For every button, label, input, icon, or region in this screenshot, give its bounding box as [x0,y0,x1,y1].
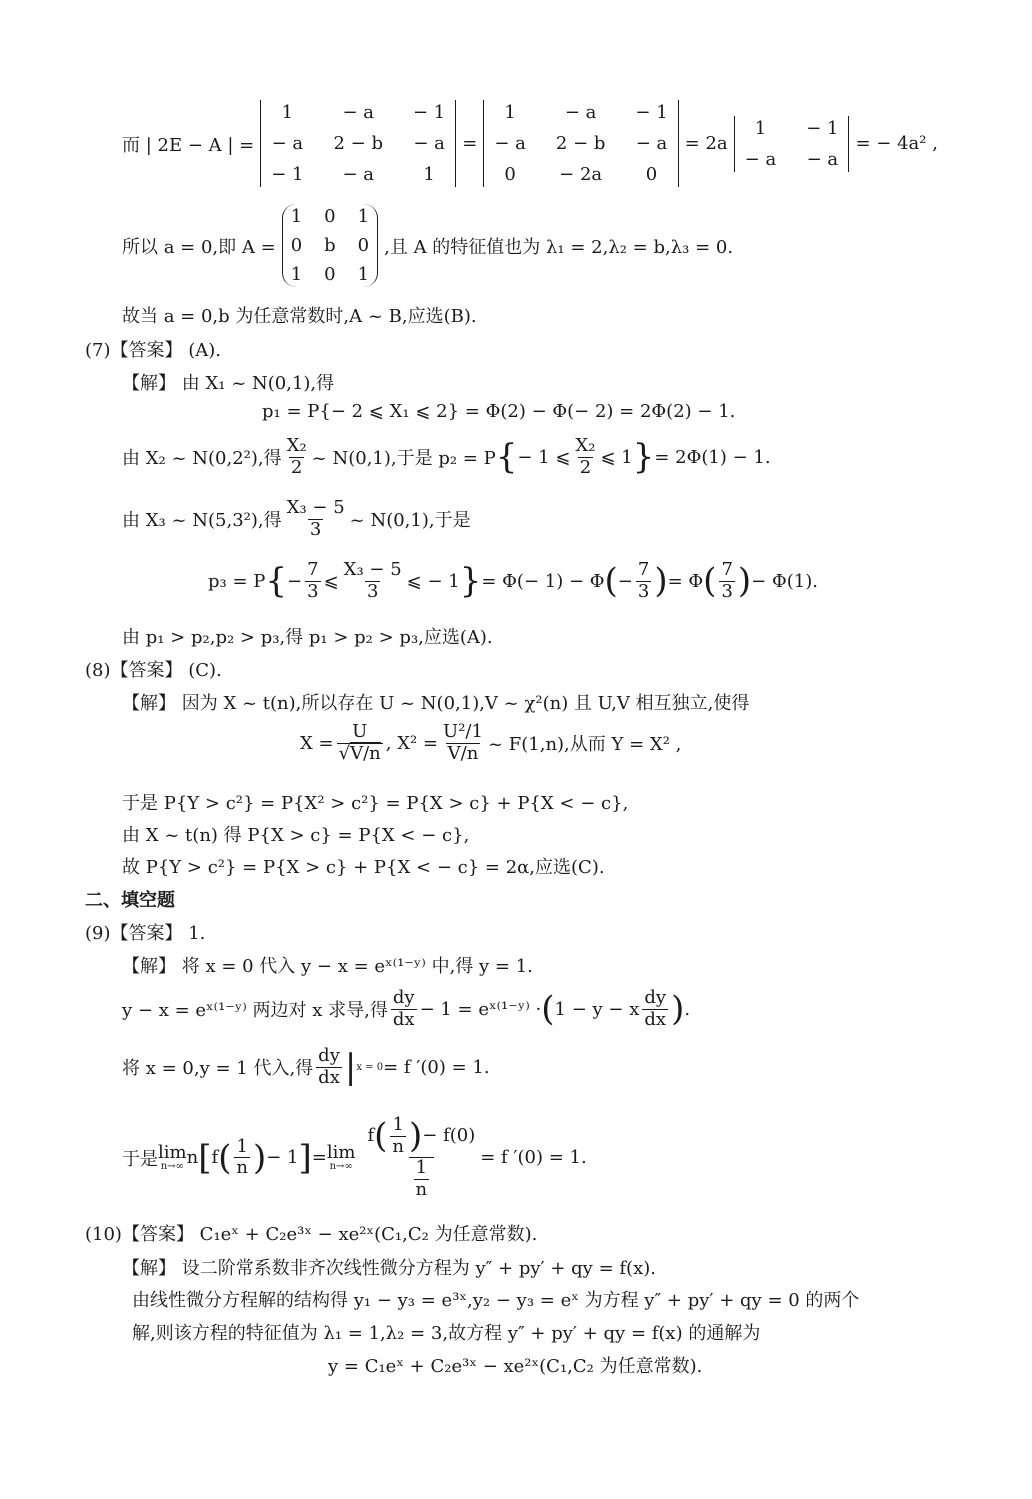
solution-line: 【解】 设二阶常系数非齐次线性微分方程为 y″ + py′ + qy = f(x). [122,1258,656,1279]
equation-line: 由 X₂ ~ N(0,2²),得 $\frac{\text{X₂}}{2}$ ~ N(0,1),于是 p₂ = P { − 1 ⩽ $\frac{\text{X₂}}{2}$ ⩽ 1 } = 2Φ(1) − 1. [122,435,771,478]
equation-line: 由 X₃ ~ N(5,3²),得 $\frac{\text{X₃ − 5}}{3}$ ~ N(0,1),于是 [122,497,471,540]
answer-7: (7)【答案】 (A). [85,340,221,361]
text: ,且 A 的特征值也为 λ₁ = 2,λ₂ = b,λ₃ = 0. [384,236,734,258]
section-heading: 二、填空题 [85,890,175,911]
solution-line: 由线性微分方程解的结构得 y₁ − y₃ = e³ˣ,y₂ − y₃ = eˣ 为方程 y″ + py′ + qy = 0 的两个 [132,1290,860,1311]
conclusion: 故 P{Y > c²} = P{X > c} + P{X < − c} = 2α,应选(C). [122,857,605,878]
conclusion: 故当 a = 0,b 为任意常数时,A ~ B,应选(B). [122,306,477,327]
equation-line: p₃ = P { − $\frac{7}{3}$ ⩽ $\frac{\text{X₃ − 5}}{3}$ ⩽ − 1 } = Φ(− 1) − Φ ( − $\frac{7}{3}$ ) = Φ ( $\frac{7}{3}$ ) − Φ(1). [208,559,818,602]
matrix-line [122,204,733,287]
text: 所以 a = 0,即 A = [122,236,276,258]
equation-line: X = $\frac{U}{√V/n}$ , X² = $\frac{\text{U²/1}}{V/n}$ ~ F(1,n),从而 Y = X² , [300,721,682,764]
answer-10: (10)【答案】 C₁eˣ + C₂e³ˣ − xe²ˣ(C₁,C₂ 为任意常数). [85,1224,538,1245]
answer-8: (8)【答案】 (C). [85,660,222,681]
solution-line: 【解】 由 X₁ ~ N(0,1),得 [122,373,335,394]
text: = 2a [684,133,728,154]
text: = − 4a² , [855,133,938,154]
determinant-line [122,100,938,187]
limit-equation: 于是 lim n→∞ n [ f ( $\frac{1}{n}$ ) − 1 ] = lim n→∞ f ( $\frac{1}{n}$ ) − f(0) $\frac{1}{n}$ = f ′(0) = 1. [122,1114,587,1201]
determinant-1: 1 − a − 1 − a 2 − b − a − 1 − a 1 [260,100,456,187]
equation-line: 于是 P{Y > c²} = P{X² > c²} = P{X > c} + P{X < − c}, [122,793,629,814]
equation-line: 由 X ~ t(n) 得 P{X > c} = P{X < − c}, [122,825,470,846]
solution-line: 【解】 因为 X ~ t(n),所以存在 U ~ N(0,1),V ~ χ²(n) 且 U,V 相互独立,使得 [122,693,750,714]
solution-line: 【解】 将 x = 0 代入 y − x = eˣ⁽¹⁻ʸ⁾ 中,得 y = 1. [122,956,533,977]
answer-9: (9)【答案】 1. [85,923,206,944]
equation-line: p₁ = P{− 2 ⩽ X₁ ⩽ 2} = Φ(2) − Φ(− 2) = 2Φ(2) − 1. [262,401,736,422]
text: 而 | 2E − A | = [122,134,255,156]
solution-line: 解,则该方程的特征值为 λ₁ = 1,λ₂ = 3,故方程 y″ + py′ + qy = f(x) 的通解为 [132,1323,761,1344]
equation-line: y = C₁eˣ + C₂e³ˣ − xe²ˣ(C₁,C₂ 为任意常数). [328,1356,703,1377]
determinant-3: 1 − 1 − a − a [734,116,850,172]
matrix-a: 1 0 1 0 b 0 1 0 1 [282,204,378,287]
determinant-2: 1 − a − 1 − a 2 − b − a 0 − 2a 0 [483,100,678,187]
conclusion: 由 p₁ > p₂,p₂ > p₃,得 p₁ > p₂ > p₃,应选(A). [122,627,493,648]
text: = [462,133,478,154]
equation-line: 将 x = 0,y = 1 代入,得 $\frac{dy}{dx}$ | x = 0 = f ′(0) = 1. [122,1045,490,1088]
equation-line: y − x = eˣ⁽¹⁻ʸ⁾ 两边对 x 求导,得 $\frac{dy}{dx}$ − 1 = eˣ⁽¹⁻ʸ⁾ · ( 1 − y − x $\frac{dy}{dx}$ ) . [122,987,691,1030]
